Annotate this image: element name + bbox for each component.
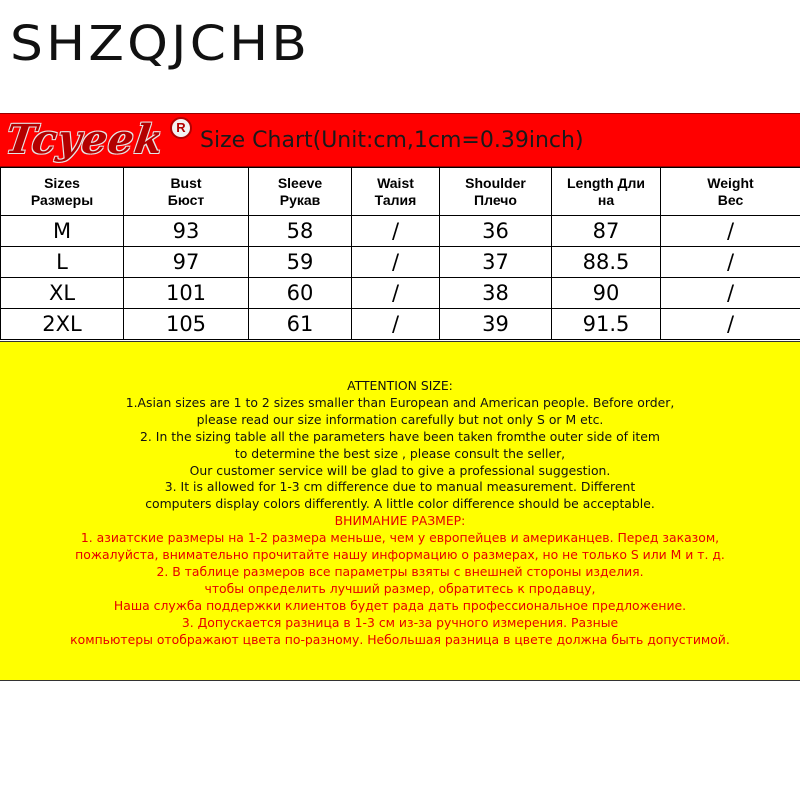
- table-cell: 91.5: [552, 309, 661, 340]
- table-row: [1, 309, 800, 340]
- table-cell: /: [661, 309, 800, 340]
- table-cell: 105: [124, 309, 249, 340]
- table-cell: XL: [1, 278, 124, 309]
- table-row: [1, 247, 800, 278]
- table-cell: 61: [249, 309, 352, 340]
- table-cell: 38: [440, 278, 552, 309]
- table-cell: L: [1, 247, 124, 278]
- header-weight: Weight Вес: [661, 168, 800, 216]
- table-cell: 88.5: [552, 247, 661, 278]
- table-row: [1, 278, 800, 309]
- table-cell: 101: [124, 278, 249, 309]
- note-line-en: 3. It is allowed for 1-3 cm difference due to manual measurement. Different: [164, 479, 636, 495]
- table-cell: 93: [124, 216, 249, 247]
- table-cell: 87: [552, 216, 661, 247]
- note-line-ru: 2. В таблице размеров все параметры взяты с внешней стороны изделия.: [156, 563, 644, 579]
- table-row: [1, 216, 800, 247]
- note-line-ru: 1. азиатские размеры на 1-2 размера меньше, чем у европейцев и американцев. Перед заказом,: [80, 530, 720, 546]
- table-cell: 60: [249, 278, 352, 309]
- table-cell: /: [661, 216, 800, 247]
- table-cell: /: [352, 278, 440, 309]
- size-chart-title: Size Chart(Unit:cm,1cm=0.39inch): [200, 128, 584, 153]
- table-cell: 39: [440, 309, 552, 340]
- note-line-en: ATTENTION SIZE:: [347, 378, 453, 393]
- header-sizes: Sizes Размеры: [1, 168, 124, 216]
- size-table: [0, 167, 800, 340]
- header-length: Length Дли на: [552, 168, 661, 216]
- table-cell: /: [661, 247, 800, 278]
- table-cell: 97: [124, 247, 249, 278]
- note-line-en: Our customer service will be glad to give a professional suggestion.: [189, 462, 611, 478]
- header-shoulder: Shoulder Плечо: [440, 168, 552, 216]
- note-line-en: to determine the best size , please consult the seller,: [234, 445, 566, 461]
- table-cell: 90: [552, 278, 661, 309]
- header-waist: Waist Талия: [352, 168, 440, 216]
- table-cell: 58: [249, 216, 352, 247]
- table-cell: 36: [440, 216, 552, 247]
- note-line-ru: 3. Допускается разница в 1-3 см из-за ручного измерения. Разные: [181, 614, 619, 630]
- table-cell: /: [352, 309, 440, 340]
- note-line-en: 2. In the sizing table all the parameters have been taken fromthe outer side of item: [140, 428, 660, 444]
- note-line-en: 1.Asian sizes are 1 to 2 sizes smaller than European and American people. Before order,: [125, 394, 675, 410]
- note-line-ru: ВНИМАНИЕ РАЗМЕР:: [334, 513, 466, 529]
- table-cell: /: [352, 216, 440, 247]
- note-line-ru: пожалуйста, внимательно прочитайте нашу информацию о размерах, но не только S или M и т. д.: [75, 547, 725, 563]
- note-line-ru: Наша служба поддержки клиентов будет рада дать профессиональное предложение.: [113, 597, 687, 613]
- table-cell: /: [352, 247, 440, 278]
- tcyeek-logo: Tcyeek: [2, 116, 167, 163]
- table-header-row: [1, 168, 800, 216]
- note-line-en: please read our size information carefully but not only S or M etc.: [196, 411, 604, 427]
- header-sleeve: Sleeve Рукав: [249, 168, 352, 216]
- size-chart-banner: [0, 113, 800, 167]
- table-cell: M: [1, 216, 124, 247]
- note-line-ru: компьютеры отображают цвета по-разному. Небольшая разница в цвете должна быть допустимой.: [70, 631, 730, 647]
- table-cell: 2XL: [1, 309, 124, 340]
- brand-title: SHZQJCHB: [10, 16, 311, 72]
- registered-mark-icon: R: [170, 117, 192, 139]
- table-cell: 37: [440, 247, 552, 278]
- note-line-ru: чтобы определить лучший размер, обратитесь к продавцу,: [204, 580, 596, 596]
- note-line-en: computers display colors differently. A little color difference should be acceptable.: [145, 496, 655, 512]
- table-cell: /: [661, 278, 800, 309]
- table-cell: 59: [249, 247, 352, 278]
- attention-notes: [0, 341, 800, 681]
- header-bust: Bust Бюст: [124, 168, 249, 216]
